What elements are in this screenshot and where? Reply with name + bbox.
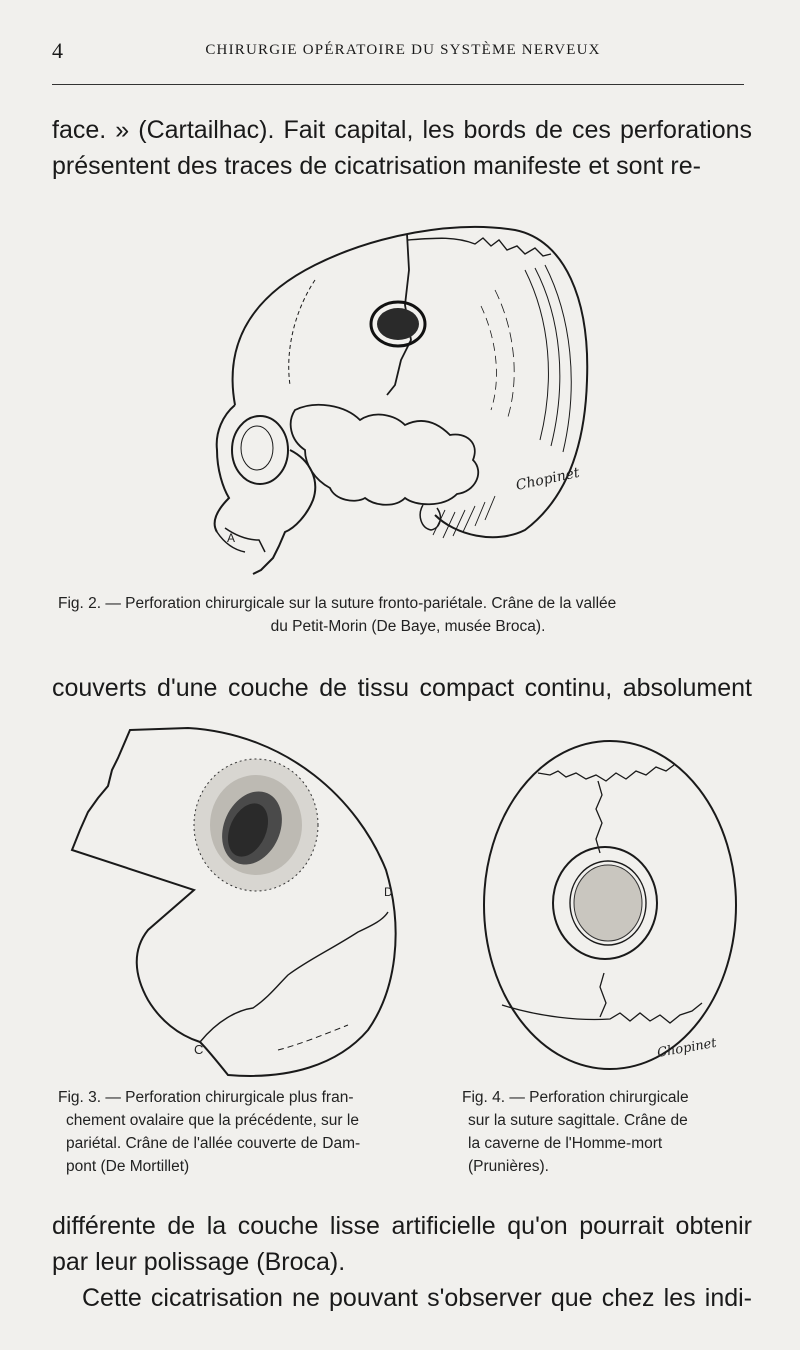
figure-3-caption-line-1: Fig. 3. — Perforation chirurgicale plus fran- (58, 1089, 354, 1106)
paragraph-3-line-1: différente de la couche lisse artificielle qu'on pourrait obtenir (52, 1212, 752, 1240)
header-rule (52, 84, 744, 85)
figure-4-caption-line-2: sur la suture sagittale. Crâne de (468, 1112, 688, 1129)
paragraph-2 (52, 670, 752, 706)
page-number: 4 (52, 38, 63, 63)
paragraph-2-line-1: couverts d'une couche de tissu compact continu, absolument (52, 674, 752, 702)
paragraph-3-line-3: Cette cicatrisation ne pouvant s'observer que chez les indi- (82, 1284, 752, 1312)
figure-3-caption-line-4: pont (De Mortillet) (66, 1158, 190, 1175)
figure-4-signature: Chopinet (656, 1035, 718, 1061)
figure-4-caption-line-4: (Prunières). (468, 1158, 549, 1175)
figure-2-skull-illustration (195, 210, 615, 585)
paragraph-1-line-2: présentent des traces de cicatrisation manifeste et sont re- (52, 152, 701, 180)
figure-4-caption (462, 1086, 762, 1178)
figure-3-caption (58, 1086, 436, 1178)
figure-3-caption-line-3: pariétal. Crâne de l'allée couverte de Dam- (66, 1135, 361, 1152)
figure-3-parietal-illustration (68, 720, 408, 1080)
paragraph-1-line-1: face. » (Cartailhac). Fait capital, les bords de ces perforations (52, 116, 752, 144)
figure-3-label-c: C (194, 1042, 204, 1057)
running-title: CHIRURGIE OPÉRATOIRE DU SYSTÈME NERVEUX (205, 42, 601, 58)
figure-3-label-d: D (384, 885, 393, 899)
figure-4-caption-line-3: la caverne de l'Homme-mort (468, 1135, 663, 1152)
figure-2-caption (58, 592, 758, 638)
figure-4-skull-top-illustration (480, 735, 750, 1080)
figure-4-caption-line-1: Fig. 4. — Perforation chirurgicale (462, 1089, 689, 1106)
figure-3-caption-line-2: chement ovalaire que la précédente, sur le (66, 1112, 359, 1129)
figure-2-label-a: A (227, 531, 236, 545)
figure-2-signature: Chopinet (514, 464, 581, 494)
paragraph-3-line-2: par leur polissage (Broca). (52, 1248, 346, 1276)
paragraph-1 (52, 112, 752, 184)
figure-2-caption-line-2: du Petit-Morin (De Baye, musée Broca). (270, 618, 546, 635)
figure-2-caption-line-1: Fig. 2. — Perforation chirurgicale sur la suture fronto-pariétale. Crâne de la vallée (58, 595, 617, 612)
paragraph-3 (52, 1208, 752, 1316)
